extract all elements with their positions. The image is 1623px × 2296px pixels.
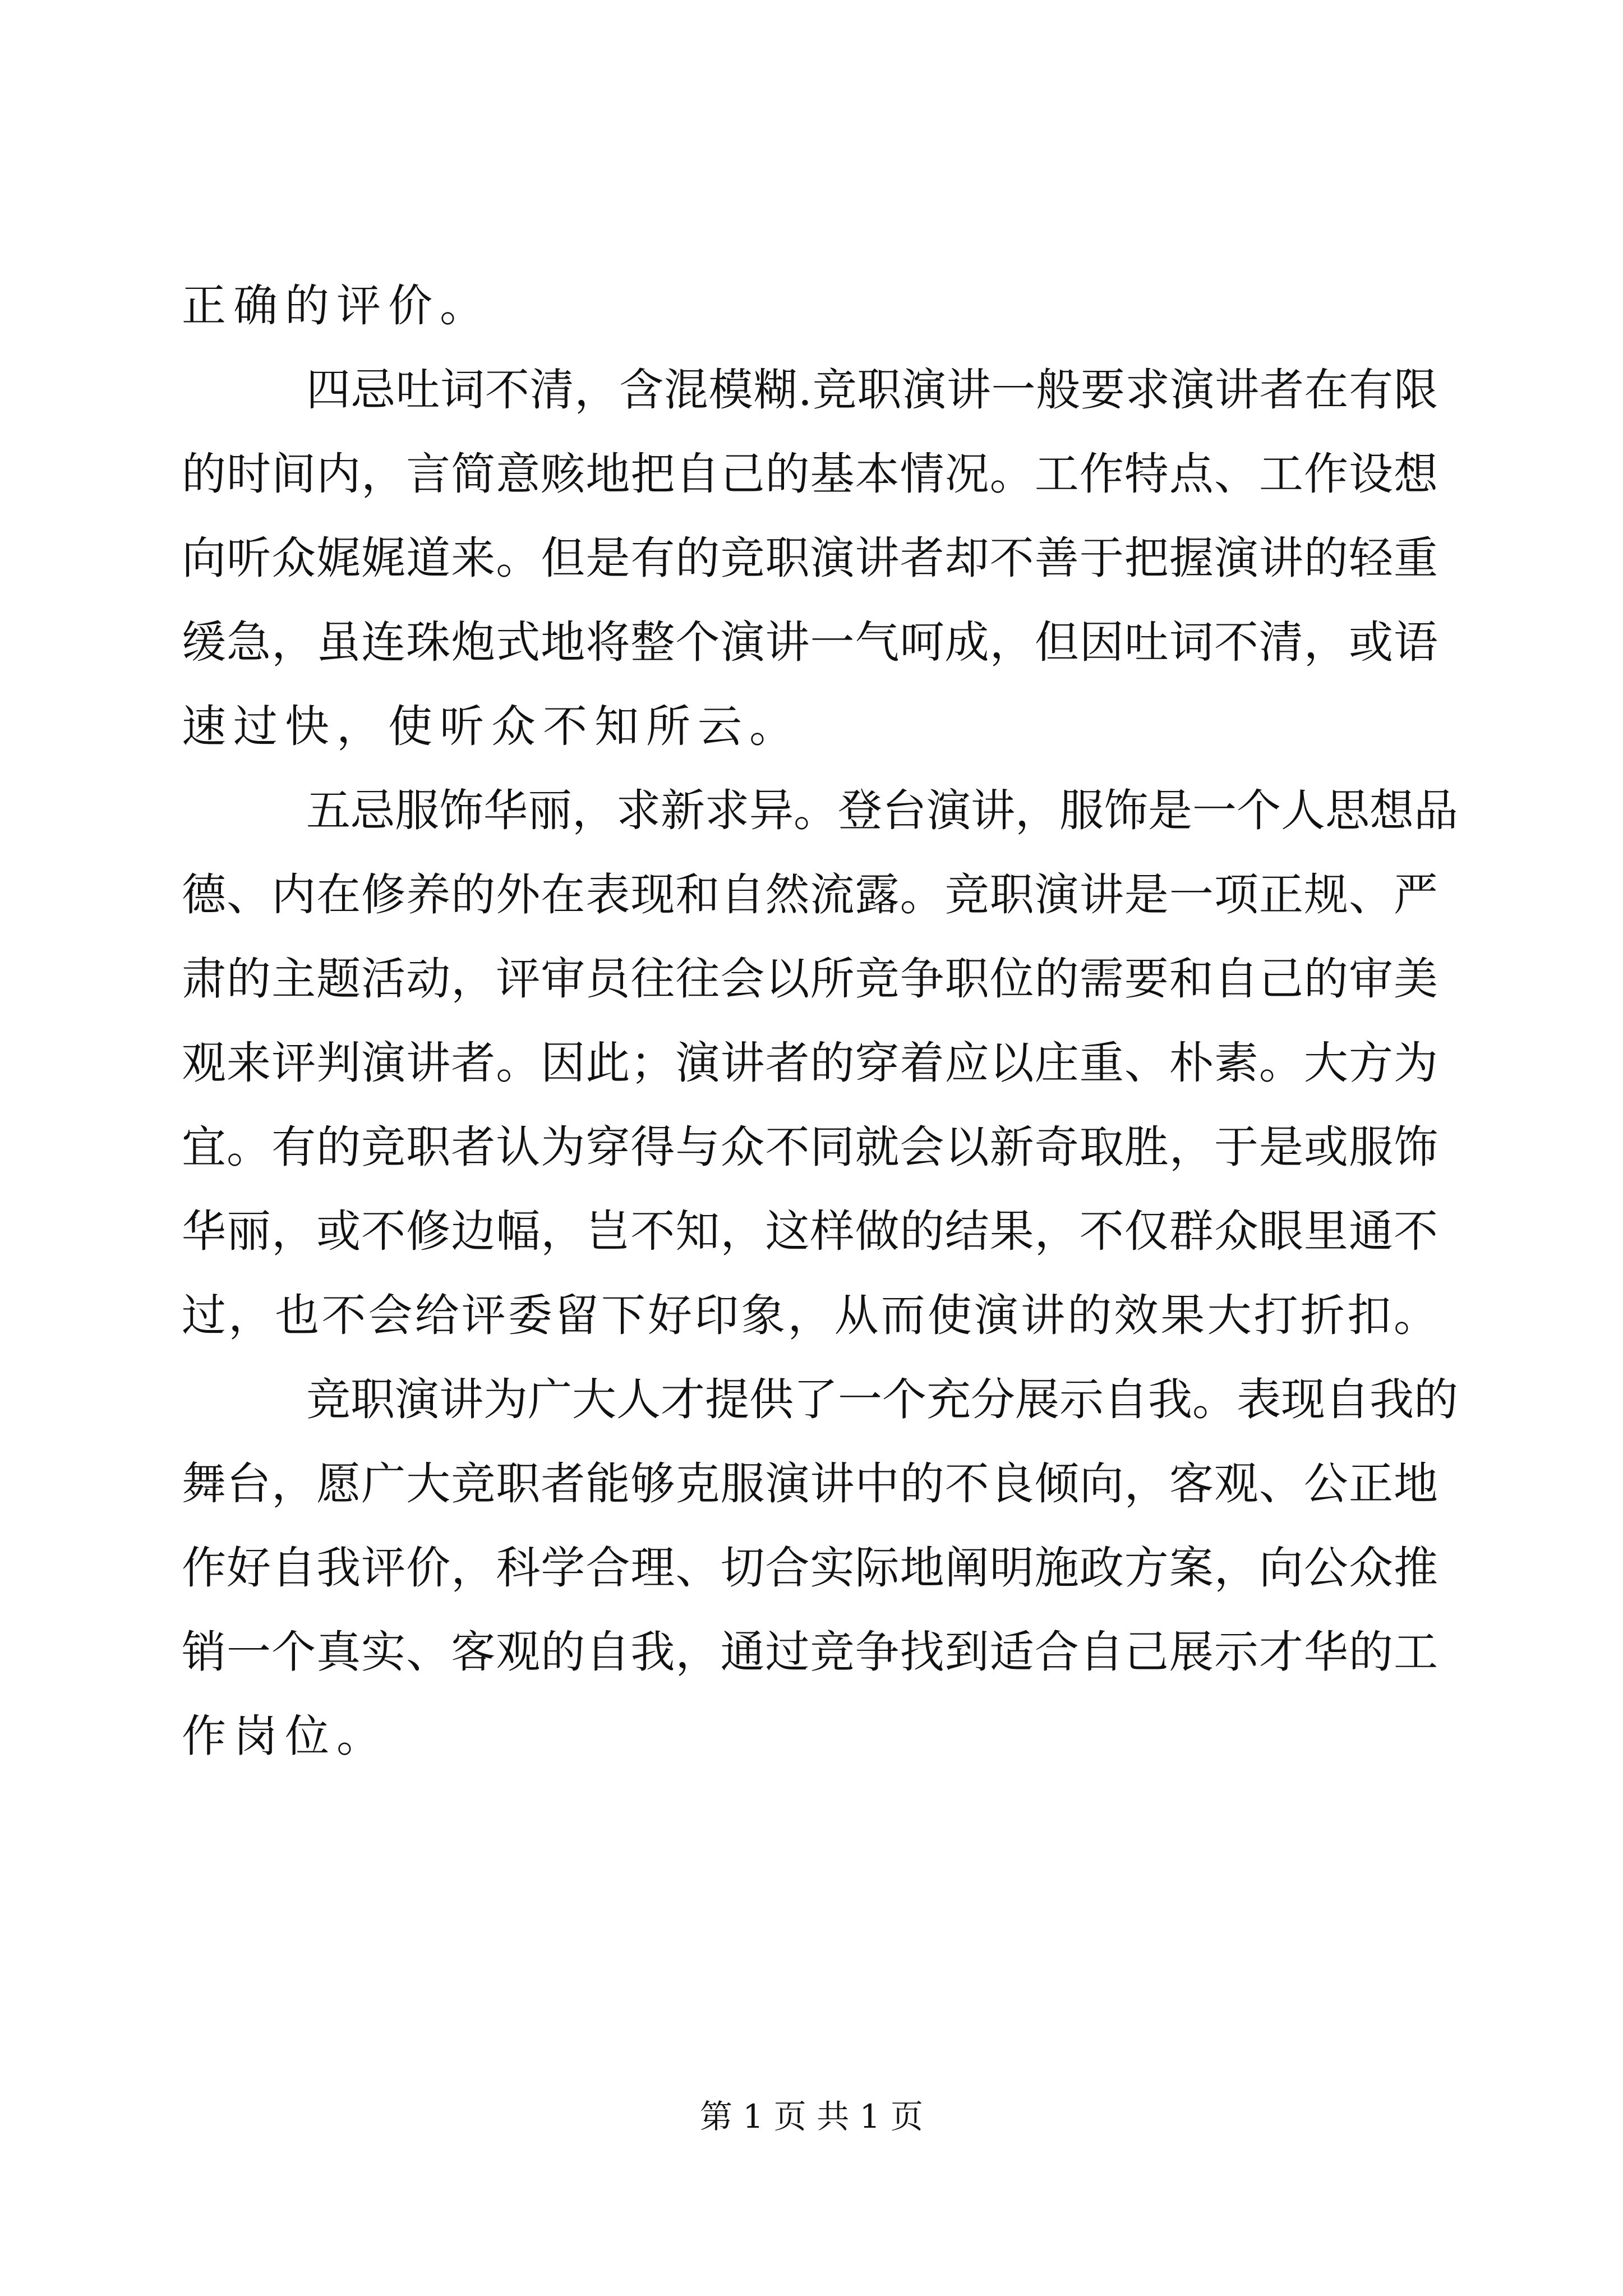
text-line: 作岗位。 — [182, 1710, 388, 1762]
page-footer — [0, 2094, 1623, 2139]
text-line: 的时间内，言简意赅地把自己的基本情况。工作特点、工作设想 — [182, 448, 1438, 500]
text-line: 作好自我评价，科学合理、切合实际地阐明施政方案，向公众推 — [182, 1542, 1438, 1594]
text-line: 正确的评价。 — [182, 280, 491, 332]
text-line: 德、内在修养的外在表现和自然流露。竞职演讲是一项正规、严 — [182, 869, 1438, 921]
text-line: 四忌吐词不清，含混模糊.竞职演讲一般要求演讲者在有限 — [306, 364, 1438, 416]
page-number-label: 第 1 页 共 1 页 — [700, 2097, 923, 2136]
text-line: 竞职演讲为广大人才提供了一个充分展示自我。表现自我的 — [306, 1374, 1458, 1425]
document-body — [182, 264, 1458, 1778]
text-line: 观来评判演讲者。因此；演讲者的穿着应以庄重、朴素。大方为 — [182, 1037, 1438, 1089]
text-line: 向听众娓娓道来。但是有的竞职演讲者却不善于把握演讲的轻重 — [182, 532, 1438, 584]
text-line: 华丽，或不修边幅，岂不知，这样做的结果，不仅群众眼里通不 — [182, 1205, 1438, 1257]
text-line: 过，也不会给评委留下好印象，从而使演讲的效果大打折扣。 — [182, 1290, 1438, 1341]
text-line: 销一个真实、客观的自我，通过竞争找到适合自己展示才华的工 — [182, 1626, 1438, 1678]
text-line: 五忌服饰华丽，求新求异。登台演讲，服饰是一个人思想品 — [306, 785, 1458, 836]
text-line: 肃的主题活动，评审员往往会以所竞争职位的需要和自己的审美 — [182, 953, 1438, 1005]
text-line: 宜。有的竞职者认为穿得与众不同就会以新奇取胜，于是或服饰 — [182, 1121, 1438, 1173]
text-line: 舞台，愿广大竞职者能够克服演讲中的不良倾向，客观、公正地 — [182, 1458, 1438, 1510]
text-line: 缓急，虽连珠炮式地将整个演讲一气呵成，但因吐词不清，或语 — [182, 616, 1438, 668]
text-line: 速过快，使听众不知所云。 — [182, 701, 801, 752]
